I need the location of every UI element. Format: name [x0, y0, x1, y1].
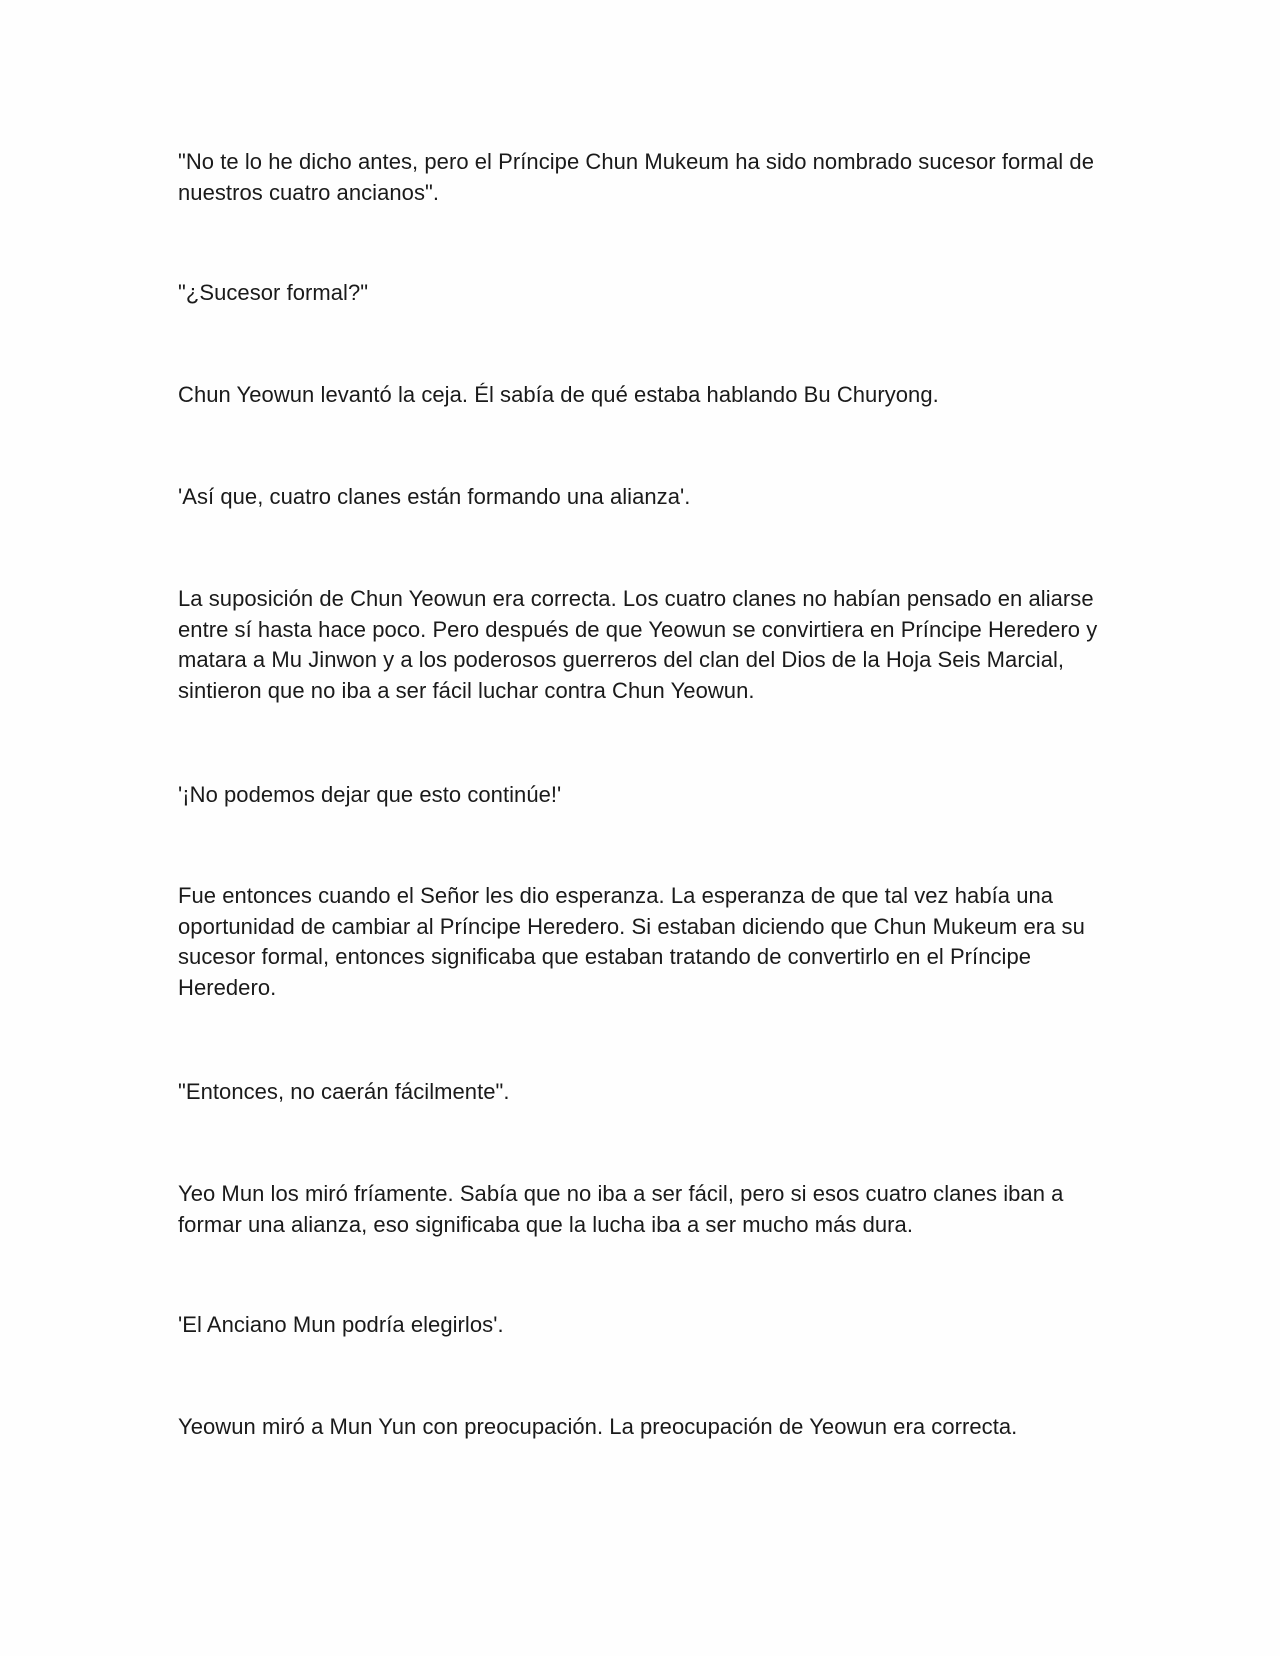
paragraph-2: "¿Sucesor formal?" [178, 280, 369, 305]
paragraph-3: Chun Yeowun levantó la ceja. Él sabía de qué estaba hablando Bu Churyong. [178, 382, 939, 407]
paragraph-10: 'El Anciano Mun podría elegirlos'. [178, 1312, 504, 1337]
paragraph-5: La suposición de Chun Yeowun era correcta. Los cuatro clanes no habían pensado en aliarse entre sí hasta hace poco. Pero después de que Yeowun se convirtiera en Príncipe Heredero y matara a Mu Jinwon y a los poderosos guerreros del clan del Dios de la Hoja Seis Marcial, sintieron que no iba a ser fácil luchar contra Chun Yeowun. [178, 586, 1098, 703]
paragraph-7: Fue entonces cuando el Señor les dio esperanza. La esperanza de que tal vez había una oportunidad de cambiar al Príncipe Heredero. Si estaban diciendo que Chun Mukeum era su sucesor formal, entonces significaba que estaban tratando de convertirlo en el Príncipe Heredero. [178, 883, 1085, 1000]
paragraph-1: "No te lo he dicho antes, pero el Príncipe Chun Mukeum ha sido nombrado sucesor formal de nuestros cuatro ancianos". [178, 149, 1094, 205]
paragraph-9: Yeo Mun los miró fríamente. Sabía que no iba a ser fácil, pero si esos cuatro clanes iban a formar una alianza, eso significaba que la lucha iba a ser mucho más dura. [178, 1181, 1064, 1237]
paragraph-11: Yeowun miró a Mun Yun con preocupación. La preocupación de Yeowun era correcta. [178, 1414, 1018, 1439]
paragraph-8: "Entonces, no caerán fácilmente". [178, 1079, 510, 1104]
paragraph-6: '¡No podemos dejar que esto continúe!' [178, 782, 562, 807]
paragraph-4: 'Así que, cuatro clanes están formando una alianza'. [178, 484, 691, 509]
